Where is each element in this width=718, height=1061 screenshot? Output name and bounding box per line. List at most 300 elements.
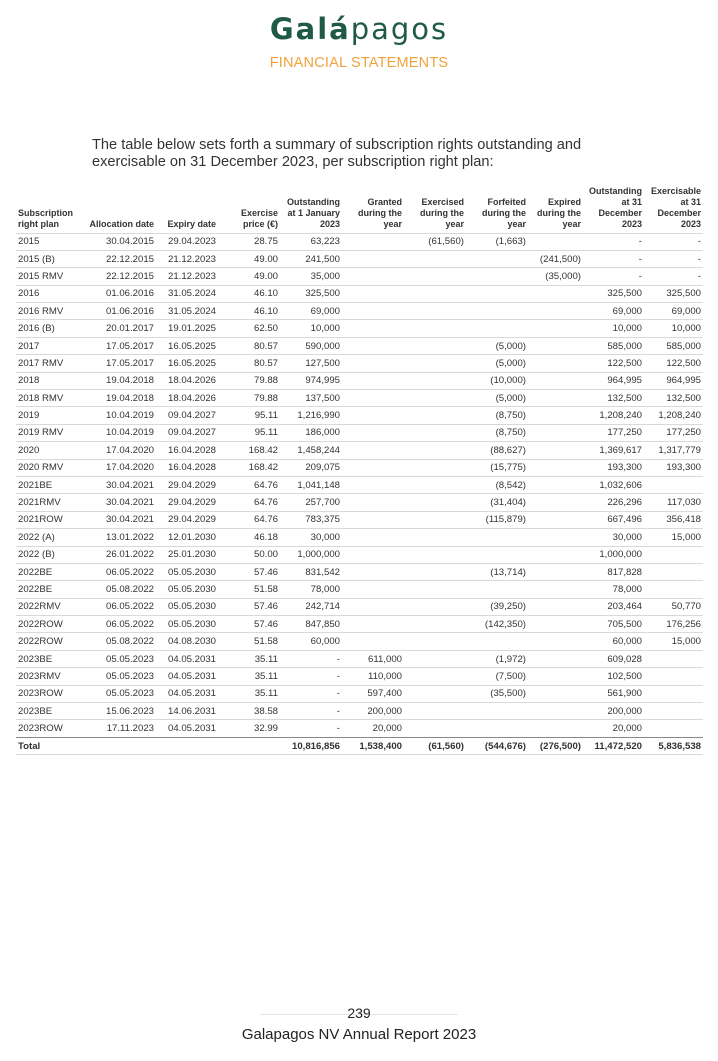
cell-expiry-date: 31.05.2024 <box>156 303 218 320</box>
cell-outstanding-start: - <box>280 650 342 667</box>
cell-forfeited: (39,250) <box>466 598 528 615</box>
cell-granted <box>342 598 404 615</box>
cell-exercisable: 69,000 <box>644 303 703 320</box>
cell-exercised <box>404 320 466 337</box>
table-row <box>16 250 703 267</box>
cell-outstanding-start: 1,041,148 <box>280 476 342 493</box>
cell-expiry-date: 21.12.2023 <box>156 250 218 267</box>
cell-outstanding-start: 209,075 <box>280 459 342 476</box>
cell-exercise-price: 49.00 <box>218 250 280 267</box>
cell-outstanding-start: 127,500 <box>280 355 342 372</box>
cell-outstanding-start: 78,000 <box>280 581 342 598</box>
cell-expiry-date: 16.04.2028 <box>156 442 218 459</box>
report-title: Galapagos NV Annual Report 2023 <box>241 1026 477 1043</box>
cell-forfeited <box>466 268 528 285</box>
table-row <box>16 650 703 667</box>
cell-allocation-date: 26.01.2022 <box>86 546 156 563</box>
cell-allocation-date: 19.04.2018 <box>86 390 156 407</box>
logo-text-bold: Galá <box>269 12 351 46</box>
cell-plan: 2023BE <box>16 650 86 667</box>
table-row <box>16 459 703 476</box>
cell-expired <box>528 233 583 250</box>
table-row <box>16 685 703 702</box>
cell-exercise-price: 35.11 <box>218 685 280 702</box>
cell-outstanding-end: 964,995 <box>583 372 644 389</box>
cell-allocation-date: 06.05.2022 <box>86 563 156 580</box>
cell-exercised <box>404 633 466 650</box>
cell-plan: 2019 <box>16 407 86 424</box>
cell-outstanding-start: 831,542 <box>280 563 342 580</box>
table-header-row <box>16 185 703 233</box>
cell-exercised <box>404 685 466 702</box>
cell-exercisable: 193,300 <box>644 459 703 476</box>
cell-expired <box>528 285 583 302</box>
cell-outstanding-end: 78,000 <box>583 581 644 598</box>
cell-granted: 597,400 <box>342 685 404 702</box>
cell-exercisable: 50,770 <box>644 598 703 615</box>
cell-exercised <box>404 703 466 720</box>
cell-outstanding-end: 705,500 <box>583 616 644 633</box>
cell-allocation-date: 15.06.2023 <box>86 703 156 720</box>
cell-expiry-date: 05.05.2030 <box>156 581 218 598</box>
cell-plan: 2022ROW <box>16 616 86 633</box>
cell-expiry-date: 16.05.2025 <box>156 355 218 372</box>
cell-expiry-date: 14.06.2031 <box>156 703 218 720</box>
cell-allocation-date: 20.01.2017 <box>86 320 156 337</box>
cell-exercise-price: 49.00 <box>218 268 280 285</box>
cell-expiry-date: 05.05.2030 <box>156 563 218 580</box>
cell-exercised <box>404 268 466 285</box>
cell-exercised <box>404 337 466 354</box>
cell-exercised: (61,560) <box>404 737 466 754</box>
cell-outstanding-start: 35,000 <box>280 268 342 285</box>
cell-exercise-price: 79.88 <box>218 372 280 389</box>
cell-outstanding-end: 585,000 <box>583 337 644 354</box>
cell-granted <box>342 233 404 250</box>
cell-exercise-price: 62.50 <box>218 320 280 337</box>
cell-expired: (35,000) <box>528 268 583 285</box>
cell-exercised <box>404 442 466 459</box>
cell-exercise-price: 51.58 <box>218 581 280 598</box>
cell-granted <box>342 616 404 633</box>
cell-allocation-date: 10.04.2019 <box>86 407 156 424</box>
company-logo <box>0 12 718 46</box>
cell-plan: 2016 RMV <box>16 303 86 320</box>
cell-outstanding-end: 193,300 <box>583 459 644 476</box>
cell-outstanding-start: 241,500 <box>280 250 342 267</box>
cell-granted <box>342 407 404 424</box>
cell-expiry-date: 18.04.2026 <box>156 390 218 407</box>
cell-outstanding-end: 60,000 <box>583 633 644 650</box>
cell-exercise-price: 38.58 <box>218 703 280 720</box>
cell-outstanding-start: - <box>280 703 342 720</box>
cell-allocation-date <box>86 737 156 754</box>
cell-exercise-price: 57.46 <box>218 563 280 580</box>
cell-exercisable <box>644 581 703 598</box>
cell-exercised <box>404 546 466 563</box>
cell-exercisable: 356,418 <box>644 511 703 528</box>
cell-expired <box>528 685 583 702</box>
cell-outstanding-start: 1,458,244 <box>280 442 342 459</box>
cell-allocation-date: 17.04.2020 <box>86 459 156 476</box>
cell-allocation-date: 17.05.2017 <box>86 355 156 372</box>
cell-outstanding-end: 1,208,240 <box>583 407 644 424</box>
cell-plan: 2022ROW <box>16 633 86 650</box>
cell-expiry-date: 12.01.2030 <box>156 529 218 546</box>
cell-expired <box>528 390 583 407</box>
cell-granted <box>342 459 404 476</box>
cell-forfeited: (1,663) <box>466 233 528 250</box>
cell-expiry-date: 04.05.2031 <box>156 685 218 702</box>
cell-expiry-date: 16.04.2028 <box>156 459 218 476</box>
cell-exercisable: 325,500 <box>644 285 703 302</box>
cell-outstanding-start: 242,714 <box>280 598 342 615</box>
cell-allocation-date: 30.04.2021 <box>86 476 156 493</box>
table-row <box>16 390 703 407</box>
cell-plan: 2017 <box>16 337 86 354</box>
cell-granted <box>342 581 404 598</box>
cell-exercisable: 1,208,240 <box>644 407 703 424</box>
cell-allocation-date: 06.05.2022 <box>86 598 156 615</box>
cell-forfeited: (88,627) <box>466 442 528 459</box>
table-row <box>16 268 703 285</box>
col-header-exercise-price: Exercise price (€) <box>240 207 278 229</box>
cell-exercisable: 1,317,779 <box>644 442 703 459</box>
cell-expiry-date: 29.04.2023 <box>156 233 218 250</box>
cell-expiry-date: 05.05.2030 <box>156 598 218 615</box>
table-row <box>16 720 703 737</box>
cell-outstanding-end: 1,000,000 <box>583 546 644 563</box>
cell-exercise-price: 64.76 <box>218 476 280 493</box>
cell-plan: 2020 <box>16 442 86 459</box>
cell-granted <box>342 268 404 285</box>
cell-allocation-date: 05.08.2022 <box>86 633 156 650</box>
cell-plan: 2015 (B) <box>16 250 86 267</box>
cell-expiry-date: 31.05.2024 <box>156 285 218 302</box>
cell-outstanding-end: 10,000 <box>583 320 644 337</box>
cell-expired: (276,500) <box>528 737 583 754</box>
cell-outstanding-start: 590,000 <box>280 337 342 354</box>
intro-paragraph: The table below sets forth a summary of subscription rights outstanding and exercisable on 31 December 2023, per subscription right plan: <box>92 137 582 170</box>
cell-allocation-date: 01.06.2016 <box>86 303 156 320</box>
col-header-expiry-date: Expiry date <box>167 218 216 229</box>
cell-exercised <box>404 494 466 511</box>
subscription-rights-table <box>16 185 703 755</box>
col-header-outstanding-end: Outstanding at 31 December 2023 <box>589 185 642 229</box>
cell-forfeited: (8,750) <box>466 407 528 424</box>
cell-forfeited: (13,714) <box>466 563 528 580</box>
cell-plan: 2021RMV <box>16 494 86 511</box>
cell-forfeited <box>466 250 528 267</box>
cell-expired <box>528 355 583 372</box>
table-total-row <box>16 737 703 754</box>
cell-granted <box>342 546 404 563</box>
cell-plan: 2022BE <box>16 581 86 598</box>
table-row <box>16 633 703 650</box>
cell-forfeited <box>466 285 528 302</box>
cell-exercise-price: 95.11 <box>218 424 280 441</box>
cell-granted <box>342 511 404 528</box>
cell-outstanding-end: 203,464 <box>583 598 644 615</box>
cell-expired <box>528 494 583 511</box>
cell-exercise-price: 46.10 <box>218 303 280 320</box>
col-header-expired: Expired during the year <box>537 196 581 229</box>
cell-exercised <box>404 407 466 424</box>
cell-plan: 2015 RMV <box>16 268 86 285</box>
cell-exercise-price: 64.76 <box>218 511 280 528</box>
cell-outstanding-end: 817,828 <box>583 563 644 580</box>
col-header-forfeited: Forfeited during the year <box>482 196 526 229</box>
cell-outstanding-start: 847,850 <box>280 616 342 633</box>
cell-exercisable <box>644 685 703 702</box>
table-row <box>16 233 703 250</box>
cell-plan: 2018 RMV <box>16 390 86 407</box>
col-header-plan: Subscription right plan <box>18 207 74 229</box>
cell-expired <box>528 303 583 320</box>
cell-exercise-price: 50.00 <box>218 546 280 563</box>
cell-exercisable: - <box>644 250 703 267</box>
cell-forfeited: (1,972) <box>466 650 528 667</box>
cell-outstanding-end: 122,500 <box>583 355 644 372</box>
cell-expired <box>528 703 583 720</box>
cell-expired <box>528 372 583 389</box>
cell-outstanding-end: 609,028 <box>583 650 644 667</box>
cell-exercised <box>404 511 466 528</box>
cell-forfeited <box>466 320 528 337</box>
cell-outstanding-start: - <box>280 720 342 737</box>
cell-outstanding-start: 60,000 <box>280 633 342 650</box>
cell-exercised <box>404 616 466 633</box>
cell-expiry-date: 04.05.2031 <box>156 650 218 667</box>
cell-granted: 20,000 <box>342 720 404 737</box>
cell-expired <box>528 529 583 546</box>
cell-outstanding-end: - <box>583 233 644 250</box>
cell-exercised <box>404 459 466 476</box>
cell-forfeited <box>466 633 528 650</box>
cell-outstanding-start: 1,000,000 <box>280 546 342 563</box>
cell-outstanding-end: 102,500 <box>583 668 644 685</box>
cell-plan: 2022BE <box>16 563 86 580</box>
cell-exercise-price: 95.11 <box>218 407 280 424</box>
cell-granted <box>342 633 404 650</box>
col-header-exercisable: Exercisable at 31 December 2023 <box>650 185 701 229</box>
cell-allocation-date: 17.05.2017 <box>86 337 156 354</box>
cell-expired <box>528 442 583 459</box>
cell-granted <box>342 303 404 320</box>
cell-forfeited: (35,500) <box>466 685 528 702</box>
cell-exercisable <box>644 563 703 580</box>
cell-exercise-price: 80.57 <box>218 355 280 372</box>
table-body <box>16 233 703 755</box>
cell-exercised: (61,560) <box>404 233 466 250</box>
cell-outstanding-end: 11,472,520 <box>583 737 644 754</box>
cell-expiry-date <box>156 737 218 754</box>
cell-plan: 2015 <box>16 233 86 250</box>
cell-exercisable: - <box>644 233 703 250</box>
cell-forfeited: (8,542) <box>466 476 528 493</box>
cell-allocation-date: 22.12.2015 <box>86 250 156 267</box>
cell-exercised <box>404 720 466 737</box>
cell-allocation-date: 30.04.2021 <box>86 511 156 528</box>
cell-allocation-date: 17.04.2020 <box>86 442 156 459</box>
cell-exercisable: - <box>644 268 703 285</box>
cell-expiry-date: 21.12.2023 <box>156 268 218 285</box>
cell-granted <box>342 424 404 441</box>
page-number: 239 <box>347 1005 371 1021</box>
cell-allocation-date: 05.05.2023 <box>86 668 156 685</box>
cell-forfeited: (142,350) <box>466 616 528 633</box>
table-row <box>16 581 703 598</box>
cell-outstanding-start: 30,000 <box>280 529 342 546</box>
cell-exercisable <box>644 476 703 493</box>
cell-expired <box>528 476 583 493</box>
cell-exercised <box>404 424 466 441</box>
cell-plan: 2023BE <box>16 703 86 720</box>
cell-exercised <box>404 563 466 580</box>
cell-plan: 2021BE <box>16 476 86 493</box>
cell-exercisable: 10,000 <box>644 320 703 337</box>
cell-expired <box>528 546 583 563</box>
cell-exercisable: 132,500 <box>644 390 703 407</box>
table-row <box>16 598 703 615</box>
cell-plan: 2023ROW <box>16 720 86 737</box>
cell-forfeited: (15,775) <box>466 459 528 476</box>
cell-plan: 2016 (B) <box>16 320 86 337</box>
cell-outstanding-start: 325,500 <box>280 285 342 302</box>
section-title: FINANCIAL STATEMENTS <box>269 55 449 71</box>
table-row <box>16 372 703 389</box>
cell-granted <box>342 337 404 354</box>
cell-granted: 1,538,400 <box>342 737 404 754</box>
cell-allocation-date: 30.04.2021 <box>86 494 156 511</box>
cell-outstanding-start: - <box>280 685 342 702</box>
cell-allocation-date: 10.04.2019 <box>86 424 156 441</box>
col-header-granted: Granted during the year <box>358 196 402 229</box>
cell-exercisable: 177,250 <box>644 424 703 441</box>
cell-exercised <box>404 529 466 546</box>
cell-plan: 2021ROW <box>16 511 86 528</box>
cell-outstanding-end: 1,032,606 <box>583 476 644 493</box>
cell-exercisable: 5,836,538 <box>644 737 703 754</box>
cell-granted: 110,000 <box>342 668 404 685</box>
table-row <box>16 285 703 302</box>
cell-allocation-date: 05.05.2023 <box>86 650 156 667</box>
cell-exercised <box>404 372 466 389</box>
cell-allocation-date: 06.05.2022 <box>86 616 156 633</box>
cell-plan: 2022 (B) <box>16 546 86 563</box>
cell-allocation-date: 05.08.2022 <box>86 581 156 598</box>
cell-exercisable: 585,000 <box>644 337 703 354</box>
cell-expired <box>528 320 583 337</box>
cell-exercise-price: 35.11 <box>218 668 280 685</box>
cell-forfeited: (544,676) <box>466 737 528 754</box>
cell-granted <box>342 355 404 372</box>
cell-exercised <box>404 650 466 667</box>
cell-expired <box>528 337 583 354</box>
cell-outstanding-end: 132,500 <box>583 390 644 407</box>
cell-expiry-date: 29.04.2029 <box>156 476 218 493</box>
cell-exercised <box>404 581 466 598</box>
cell-outstanding-end: 20,000 <box>583 720 644 737</box>
cell-outstanding-start: - <box>280 668 342 685</box>
cell-granted <box>342 476 404 493</box>
cell-allocation-date: 01.06.2016 <box>86 285 156 302</box>
cell-plan: 2023RMV <box>16 668 86 685</box>
cell-outstanding-end: 667,496 <box>583 511 644 528</box>
cell-expiry-date: 16.05.2025 <box>156 337 218 354</box>
table-row <box>16 616 703 633</box>
cell-exercised <box>404 285 466 302</box>
cell-exercise-price: 79.88 <box>218 390 280 407</box>
table-row <box>16 355 703 372</box>
cell-outstanding-end: 561,900 <box>583 685 644 702</box>
cell-expired <box>528 598 583 615</box>
cell-exercisable: 15,000 <box>644 633 703 650</box>
col-header-allocation-date: Allocation date <box>89 218 154 229</box>
cell-allocation-date: 05.05.2023 <box>86 685 156 702</box>
cell-exercised <box>404 303 466 320</box>
cell-exercised <box>404 598 466 615</box>
table-row <box>16 320 703 337</box>
cell-outstanding-start: 69,000 <box>280 303 342 320</box>
cell-outstanding-start: 186,000 <box>280 424 342 441</box>
cell-exercise-price: 28.75 <box>218 233 280 250</box>
cell-outstanding-start: 10,816,856 <box>280 737 342 754</box>
cell-exercised <box>404 390 466 407</box>
cell-exercise-price: 57.46 <box>218 598 280 615</box>
cell-expired <box>528 616 583 633</box>
table-row <box>16 529 703 546</box>
cell-allocation-date: 13.01.2022 <box>86 529 156 546</box>
cell-outstanding-start: 257,700 <box>280 494 342 511</box>
table-row <box>16 703 703 720</box>
cell-outstanding-end: 200,000 <box>583 703 644 720</box>
cell-exercisable: 117,030 <box>644 494 703 511</box>
cell-exercised <box>404 476 466 493</box>
table-row <box>16 563 703 580</box>
cell-expired <box>528 407 583 424</box>
cell-granted: 611,000 <box>342 650 404 667</box>
cell-outstanding-end: 325,500 <box>583 285 644 302</box>
cell-exercise-price: 64.76 <box>218 494 280 511</box>
cell-plan: 2023ROW <box>16 685 86 702</box>
table-row <box>16 407 703 424</box>
cell-plan: 2018 <box>16 372 86 389</box>
cell-forfeited: (7,500) <box>466 668 528 685</box>
cell-expired <box>528 650 583 667</box>
cell-outstanding-end: - <box>583 268 644 285</box>
table-row <box>16 494 703 511</box>
cell-exercise-price: 51.58 <box>218 633 280 650</box>
cell-exercised <box>404 668 466 685</box>
cell-outstanding-start: 1,216,990 <box>280 407 342 424</box>
cell-expired: (241,500) <box>528 250 583 267</box>
cell-expiry-date: 05.05.2030 <box>156 616 218 633</box>
cell-exercise-price: 57.46 <box>218 616 280 633</box>
cell-forfeited <box>466 529 528 546</box>
cell-plan: 2017 RMV <box>16 355 86 372</box>
cell-expired <box>528 668 583 685</box>
cell-forfeited: (5,000) <box>466 390 528 407</box>
logo-text-light: pagos <box>350 12 449 46</box>
cell-exercise-price <box>218 737 280 754</box>
table-row <box>16 668 703 685</box>
cell-expiry-date: 19.01.2025 <box>156 320 218 337</box>
cell-expiry-date: 09.04.2027 <box>156 407 218 424</box>
cell-exercisable <box>644 720 703 737</box>
cell-plan: 2020 RMV <box>16 459 86 476</box>
cell-expiry-date: 09.04.2027 <box>156 424 218 441</box>
